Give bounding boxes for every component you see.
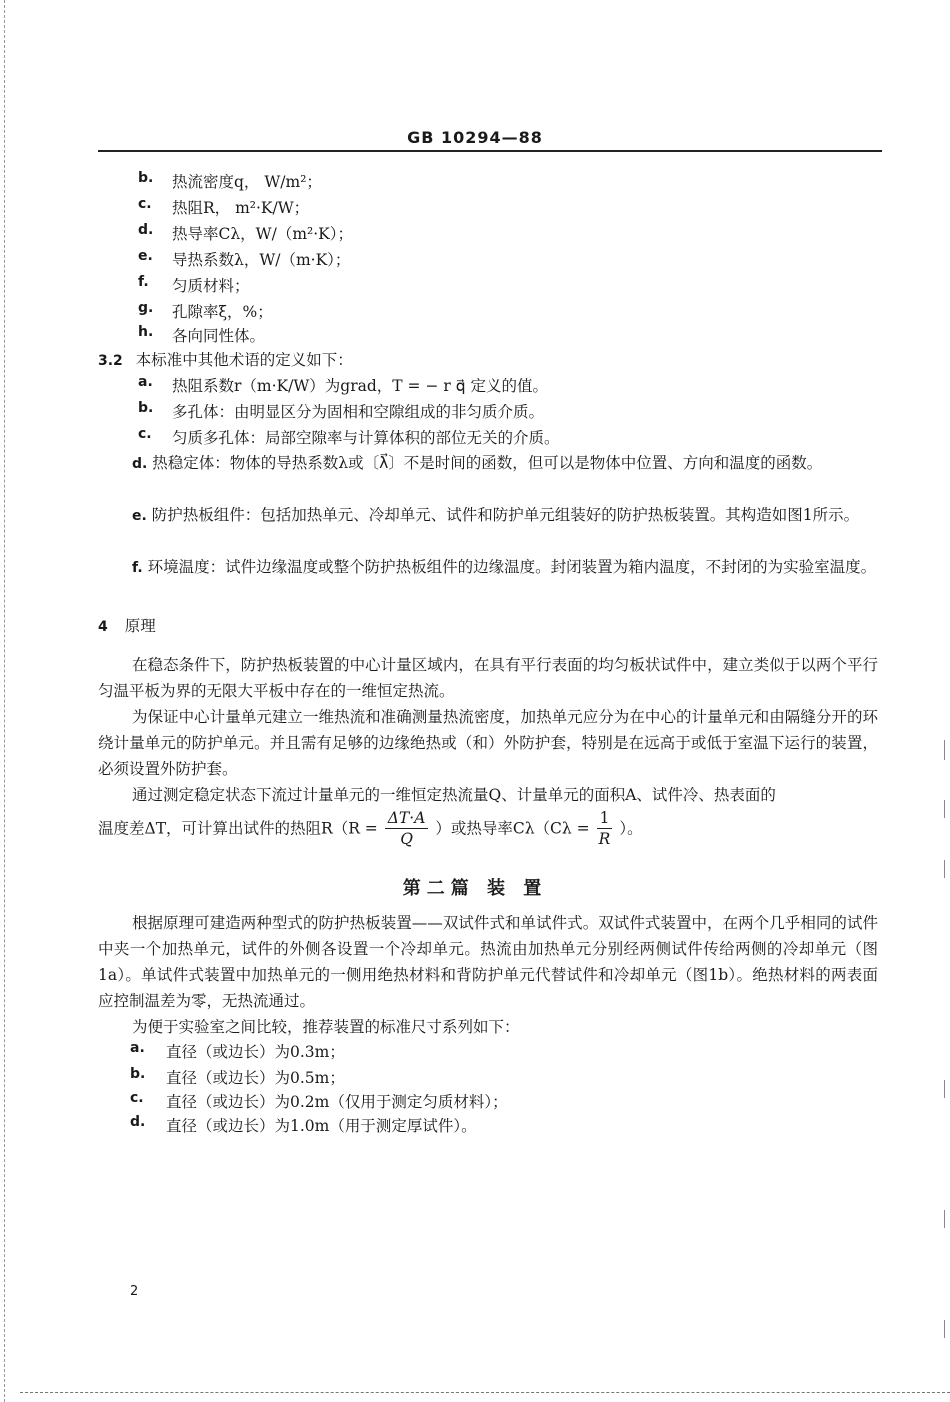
list-item-label: h. <box>138 324 154 340</box>
section-number: 3.2 <box>98 353 123 369</box>
list-item-text: 直径（或边长）为0.5m； <box>166 1069 345 1087</box>
list-item-label: c. <box>130 1090 144 1106</box>
section-title: 原理 <box>124 617 156 635</box>
definition-e <box>98 502 878 529</box>
fraction-denominator: R <box>598 830 611 848</box>
scan-mark <box>944 1210 945 1228</box>
list-item-label: a. <box>138 374 153 390</box>
fraction-denominator: Q <box>400 830 413 848</box>
list-item-text: 热流密度q， W/m²； <box>172 173 322 191</box>
list-item-label: f. <box>132 560 143 576</box>
list-item-text: 导热系数λ，W/（m·K）； <box>172 251 351 269</box>
header-rule <box>98 150 882 152</box>
section-title: 本标准中其他术语的定义如下： <box>135 351 353 369</box>
part-two-heading: 第二篇 装 置 <box>402 878 548 899</box>
list-item-text: 直径（或边长）为0.3m； <box>166 1043 345 1061</box>
list-item-label: d. <box>132 456 148 472</box>
section-number: 4 <box>98 619 108 635</box>
list-item-text: 环境温度：试件边缘温度或整个防护热板组件的边缘温度。封闭装置为箱内温度，不封闭的为实验室温度。 <box>147 558 877 576</box>
list-item-label: c. <box>138 196 152 212</box>
formula-end: ）。 <box>619 819 643 838</box>
definition-f <box>98 554 878 581</box>
list-item-label: d. <box>138 222 154 238</box>
list-item-label: b. <box>138 400 154 416</box>
list-item-text: 防护热板组件：包括加热单元、冷却单元、试件和防护单元组装好的防护热板装置。其构造如图1所示。 <box>151 506 860 524</box>
list-item-text: 孔隙率ξ，%； <box>172 303 273 321</box>
list-item-text: 多孔体：由明显区分为固相和空隙组成的非匀质介质。 <box>172 403 545 421</box>
apparatus-paragraph-1: 根据原理可建造两种型式的防护热板装置——双试件式和单试件式。双试件式装置中，在两个几乎相同的试件中夹一个加热单元，试件的外侧各设置一个冷却单元。热流由加热单元分别经两侧试件传给两侧的冷却单元（图1a）。单试件式装置中加热单元的一侧用绝热材料和背防护单元代替试件和冷却单元（图1b）。绝热材料的两表面应控制温差为零，无热流通过。 <box>98 914 878 1010</box>
heat-resistance-formula <box>98 808 643 849</box>
list-item-text: 热阻R， m²·K/W； <box>172 199 310 217</box>
list-item-label: b. <box>130 1066 146 1082</box>
list-item-text: 各向同性体。 <box>172 327 266 345</box>
scan-mark <box>944 1080 945 1098</box>
principle-paragraph-2: 为保证中心计量单元建立一维热流和准确测量热流密度，加热单元应分为在中心的计量单元和由隔缝分开的环绕计量单元的防护单元。并且需有足够的边缘绝热或（和）外防护套，特别是在远高于或低于室温下运行的装置，必须设置外防护套。 <box>98 708 878 778</box>
fraction-numerator: ΔT·A <box>385 808 429 829</box>
scan-mark <box>944 1320 945 1338</box>
scan-left-edge <box>4 0 5 1402</box>
apparatus-paragraph-2: 为便于实验室之间比较，推荐装置的标准尺寸系列如下： <box>132 1018 520 1036</box>
list-item-label: d. <box>130 1114 146 1130</box>
list-item-label: c. <box>138 426 152 442</box>
list-item-label: a. <box>130 1040 145 1056</box>
list-item-text: 直径（或边长）为1.0m（用于测定厚试件）。 <box>166 1117 477 1135</box>
list-item-text: 热导率Cλ，W/（m²·K）； <box>172 225 354 243</box>
definition-d <box>98 450 878 477</box>
list-item-label: f. <box>138 274 149 290</box>
list-item-text: 热阻系数r（m·K/W）为grad，T = − r q⃗ 定义的值。 <box>172 377 548 395</box>
fraction-numerator: 1 <box>597 808 613 829</box>
list-item-label: e. <box>138 248 153 264</box>
list-item-text: 直径（或边长）为0.2m（仅用于测定匀质材料）； <box>166 1093 508 1111</box>
list-item-text: 匀质材料； <box>172 277 250 295</box>
section-4-heading <box>98 614 156 636</box>
fraction-c <box>597 808 613 849</box>
standard-header: GB 10294—88 <box>407 128 543 147</box>
section-3-2-heading <box>98 348 353 370</box>
list-item-label: g. <box>138 300 154 316</box>
list-item-label: e. <box>132 508 147 524</box>
principle-paragraph-1: 在稳态条件下，防护热板装置的中心计量区域内，在具有平行表面的均匀板状试件中，建立类似于以两个平行匀温平板为界的无限大平板中存在的一维恒定热流。 <box>98 656 878 700</box>
scan-mark <box>944 740 945 760</box>
scan-mark <box>944 800 945 818</box>
fraction-r <box>385 808 429 849</box>
list-item-text: 匀质多孔体：局部空隙率与计算体积的部位无关的介质。 <box>172 429 560 447</box>
page-number: 2 <box>130 1284 139 1299</box>
formula-lead: 温度差ΔT，可计算出试件的热阻R（R = <box>98 819 378 838</box>
list-item-label: b. <box>138 170 154 186</box>
formula-mid: ）或热导率Cλ（Cλ = <box>435 819 590 838</box>
list-item-text: 热稳定体：物体的导热系数λ或〔λ⃗〕不是时间的函数，但可以是物体中位置、方向和温度的函数。 <box>152 454 823 472</box>
principle-paragraph-3: 通过测定稳定状态下流过计量单元的一维恒定热流量Q、计量单元的面积A、试件冷、热表面的 <box>132 786 776 804</box>
scan-bottom-edge <box>20 1392 950 1393</box>
